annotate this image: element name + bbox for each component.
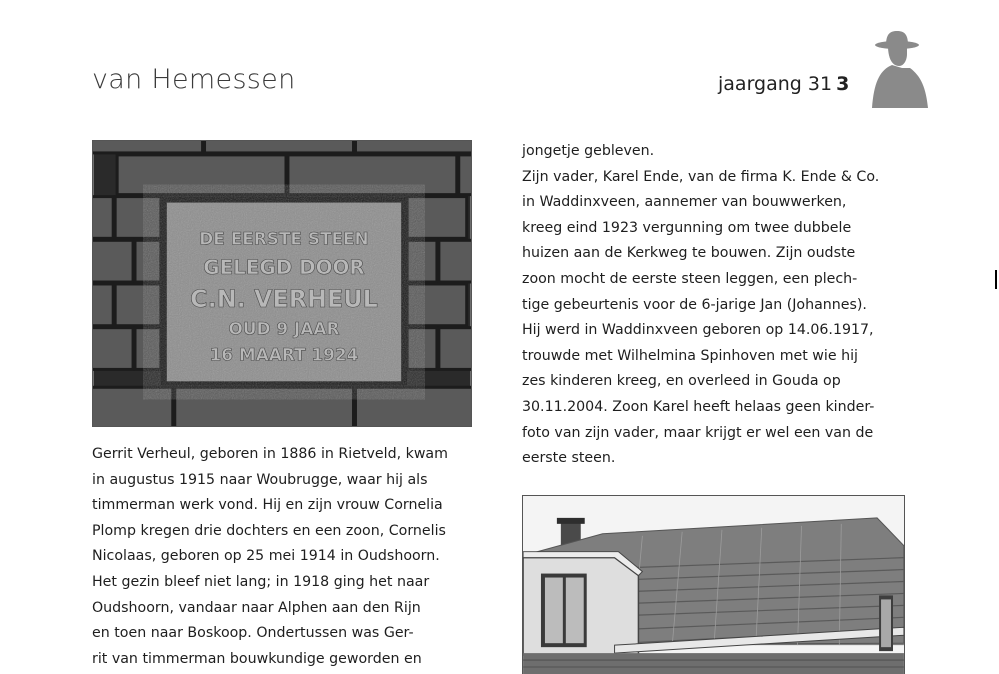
text-line: en toen naar Boskoop. Ondertussen was Ger- bbox=[92, 625, 414, 642]
issue-volume: jaargang 31 bbox=[718, 73, 833, 95]
text-line: jongetje gebleven. bbox=[522, 143, 655, 159]
left-column-text bbox=[92, 442, 482, 672]
text-line: Hij werd in Waddinxveen geboren op 14.06.1917, bbox=[522, 322, 874, 339]
inscription-line: GELEGD DOOR bbox=[203, 256, 365, 280]
text-line: kreeg eind 1923 vergunning om twee dubbele bbox=[522, 219, 852, 236]
text-line: tige gebeurtenis voor de 6-jarige Jan (Johannes). bbox=[522, 296, 867, 313]
house-roof-photo bbox=[522, 495, 905, 674]
inscription-line: OUD 9 JAAR bbox=[228, 318, 340, 339]
text-line: eerste steen. bbox=[522, 450, 616, 467]
inscription-line: DE EERSTE STEEN bbox=[199, 228, 369, 249]
text-line: in Waddinxveen, aannemer van bouwwerken, bbox=[522, 194, 847, 211]
page-number: 3 bbox=[836, 73, 850, 95]
text-line: Plomp kregen drie dochters en een zoon, Cornelis bbox=[92, 522, 446, 539]
text-line: zes kinderen kreeg, en overleed in Gouda op bbox=[522, 373, 841, 390]
inscription-line: C.N. VERHEUL bbox=[190, 284, 378, 313]
text-line: Oudshoorn, vandaar naar Alphen aan den Rijn bbox=[92, 599, 421, 616]
hat-man-silhouette-icon bbox=[866, 28, 928, 108]
issue-label bbox=[718, 73, 849, 95]
foundation-stone-photo bbox=[92, 140, 472, 427]
text-line: timmerman werk vond. Hij en zijn vrouw Cornelia bbox=[92, 497, 443, 514]
text-line: huizen aan de Kerkweg te bouwen. Zijn oudste bbox=[522, 245, 856, 262]
text-line: in augustus 1915 naar Woubrugge, waar hij als bbox=[92, 471, 428, 488]
text-line: Het gezin bleef niet lang; in 1918 ging het naar bbox=[92, 573, 430, 590]
page-title: van Hemessen bbox=[92, 64, 296, 95]
text-line: trouwde met Wilhelmina Spinhoven met wie hij bbox=[522, 347, 858, 364]
text-line: zoon mocht de eerste steen leggen, een plech- bbox=[522, 270, 858, 287]
text-line: foto van zijn vader, maar krijgt er wel een van de bbox=[522, 424, 874, 441]
text-line: Nicolaas, geboren op 25 mei 1914 in Oudshoorn. bbox=[92, 548, 440, 565]
text-line: 30.11.2004. Zoon Karel heeft helaas geen kinder- bbox=[522, 398, 875, 415]
right-column-text bbox=[522, 139, 912, 472]
text-line: Zijn vader, Karel Ende, van de firma K. Ende & Co. bbox=[522, 168, 880, 185]
text-line: rit van timmerman bouwkundige geworden en bbox=[92, 650, 422, 667]
text-cursor bbox=[995, 270, 997, 289]
inscription-line: 16 MAART 1924 bbox=[209, 344, 359, 365]
text-line: Gerrit Verheul, geboren in 1886 in Rietveld, kwam bbox=[92, 446, 448, 462]
